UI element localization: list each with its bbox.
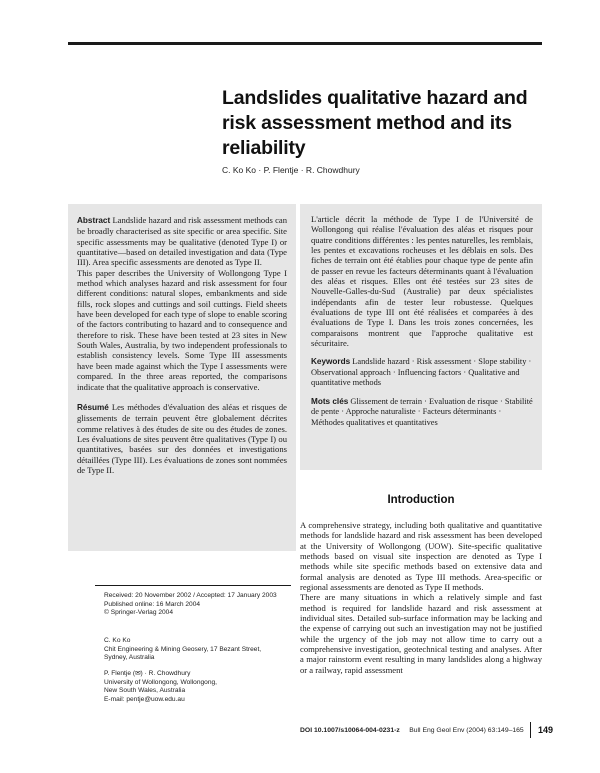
mots-cles-text: Glissement de terrain · Evaluation de risque · Stabilité de pente · Approche naturaliste · Facteurs déterminants · Méthodes qualitatives et quantitatives <box>311 396 533 427</box>
introduction-paragraph-2: There are many situations in which a relatively simple and fast method is required for landslide hazard and risk assessment at individual sites. Detailed sub-surface information may be lacking and the expense of carrying out such an investigation may not be justified while the urgency of the job may not allow time to carry out a comprehensive investigation, geotechnical testing and analyses. After a major rainstorm event resulting in many landslides along a highway or a railway, rapid assessment <box>300 592 542 675</box>
affiliation-block-1 <box>104 637 294 663</box>
abstract-label: Abstract <box>77 216 111 225</box>
abstract-text-1: Landslide hazard and risk assessment methods can be broadly characterised as site specific or area specific. Site specific assessments may be qualitative (denoted Type I) or quantitative—based on detailed investigation and data (Type III). Area specific assessments are denoted as Type II. <box>77 215 287 268</box>
french-abstract-box <box>300 204 542 470</box>
abstract-box <box>68 204 296 551</box>
affiliation-2-name: P. Flentje (✉) · R. Chowdhury <box>104 670 191 677</box>
resume-text: Les méthodes d'évaluation des aléas et risques de glissements de terrain peuvent être globalement décrites comme relatives à des études de site ou des études de zones. Les évaluations de sites peuvent être qualitatives (Type I) ou quantitatives, basées sur des données et investigations détaillées (Type III). Les évaluations de zones sont nommées de Type II. <box>77 401 287 475</box>
received-line-2: Published online: 16 March 2004 <box>104 600 201 608</box>
resume-paragraph <box>77 402 287 475</box>
introduction-paragraph-1: A comprehensive strategy, including both qualitative and quantitative methods for landslide hazard and risk assessment has been developed at the University of Wollongong (UOW). Site-specific qualitative methods based on visual site inspection are denoted as Type I methods while site specific methods based on extensive data and formal analysis are denoted as Type III methods. Area-specific or regional assessments are denoted as Type II methods. <box>300 520 542 593</box>
affiliation-block-2 <box>104 670 294 704</box>
page-number: 149 <box>530 722 553 738</box>
affiliation-2-line-2: New South Wales, Australia <box>104 687 186 695</box>
mots-cles-block <box>311 397 533 428</box>
abstract-text-2: This paper describes the University of Wollongong Type I method which analyses hazard and risk assessment for four different conditions: natural slopes, embankments and side fills, rock slopes and cuttings and soil cuttings. Field sheets have been developed for each type of slope to enable scoring of the factors contributing to hazard and to consequence and therefore to risk. These have been tested at 23 sites in New South Wales, Australia, by two independent professionals to establish consistency levels. Some Type III assessments have been made against which the Type I assessments were compared. In the three areas reported, the comparisons indicate that the qualitative approach is conservative. <box>77 267 287 392</box>
affiliation-1-line-1: Chit Engineering & Mining Geosery, 17 Bezant Street, <box>104 645 262 653</box>
author-list: C. Ko Ko · P. Flentje · R. Chowdhury <box>222 165 360 175</box>
introduction-heading: Introduction <box>387 494 455 506</box>
abstract-paragraph-2 <box>77 268 287 392</box>
affiliation-2-email[interactable]: E-mail: pentje@uow.edu.au <box>104 695 185 703</box>
received-block <box>104 592 294 618</box>
keywords-label: Keywords <box>311 357 351 367</box>
affiliation-1-line-2: Sydney, Australia <box>104 654 155 662</box>
footer-citation: Bull Eng Geol Env (2004) 63:149–165 <box>409 727 524 734</box>
introduction-body <box>300 520 542 675</box>
abstract-paragraph-1 <box>77 215 287 268</box>
footer <box>300 727 530 734</box>
keywords-text: Landslide hazard · Risk assessment · Slope stability · Observational approach · Influencing factors · Qualitative and quantitative methods <box>311 357 532 388</box>
affiliation-2-line-1: University of Wollongong, Wollongong, <box>104 678 218 686</box>
affiliation-1-name: C. Ko Ko <box>104 637 131 644</box>
resume-label: Résumé <box>77 402 109 412</box>
french-continued-text: L'article décrit la méthode de Type I de l'Université de Wollongong qui réalise l'évaluation des aléas et risques pour quatre conditions différentes : les pentes naturelles, les remblais, les pentes et excavations rocheuses et les déblais en sols. Des fiches de terrain ont été établies pour chaque type de pente afin de passer en revue les facteurs déterminants quant à l'évaluation des aléas et risques. Elles ont été testées sur 23 sites de Nouvelle-Galles-du-Sud (Australie) par deux spécialistes indépendants afin de tester leur robustesse. Quelques évaluations de type III ont été réalisées et comparées à des évaluations de Type I. Dans les trois zones concernées, les comparaisons montrent que l'approche qualitative est sécuritaire. <box>311 214 533 349</box>
received-line-1: Received: 20 November 2002 / Accepted: 17 January 2003 <box>104 592 277 599</box>
mots-cles-label: Mots clés <box>311 396 349 406</box>
top-rule <box>68 42 542 45</box>
footer-doi[interactable]: DOI 10.1007/s10064-004-0231-z <box>300 727 400 734</box>
paper-title: Landslides qualitative hazard and risk assessment method and its reliability <box>222 87 528 159</box>
received-line-3: © Springer-Verlag 2004 <box>104 609 174 617</box>
keywords-block <box>311 357 533 388</box>
received-rule <box>95 585 291 586</box>
